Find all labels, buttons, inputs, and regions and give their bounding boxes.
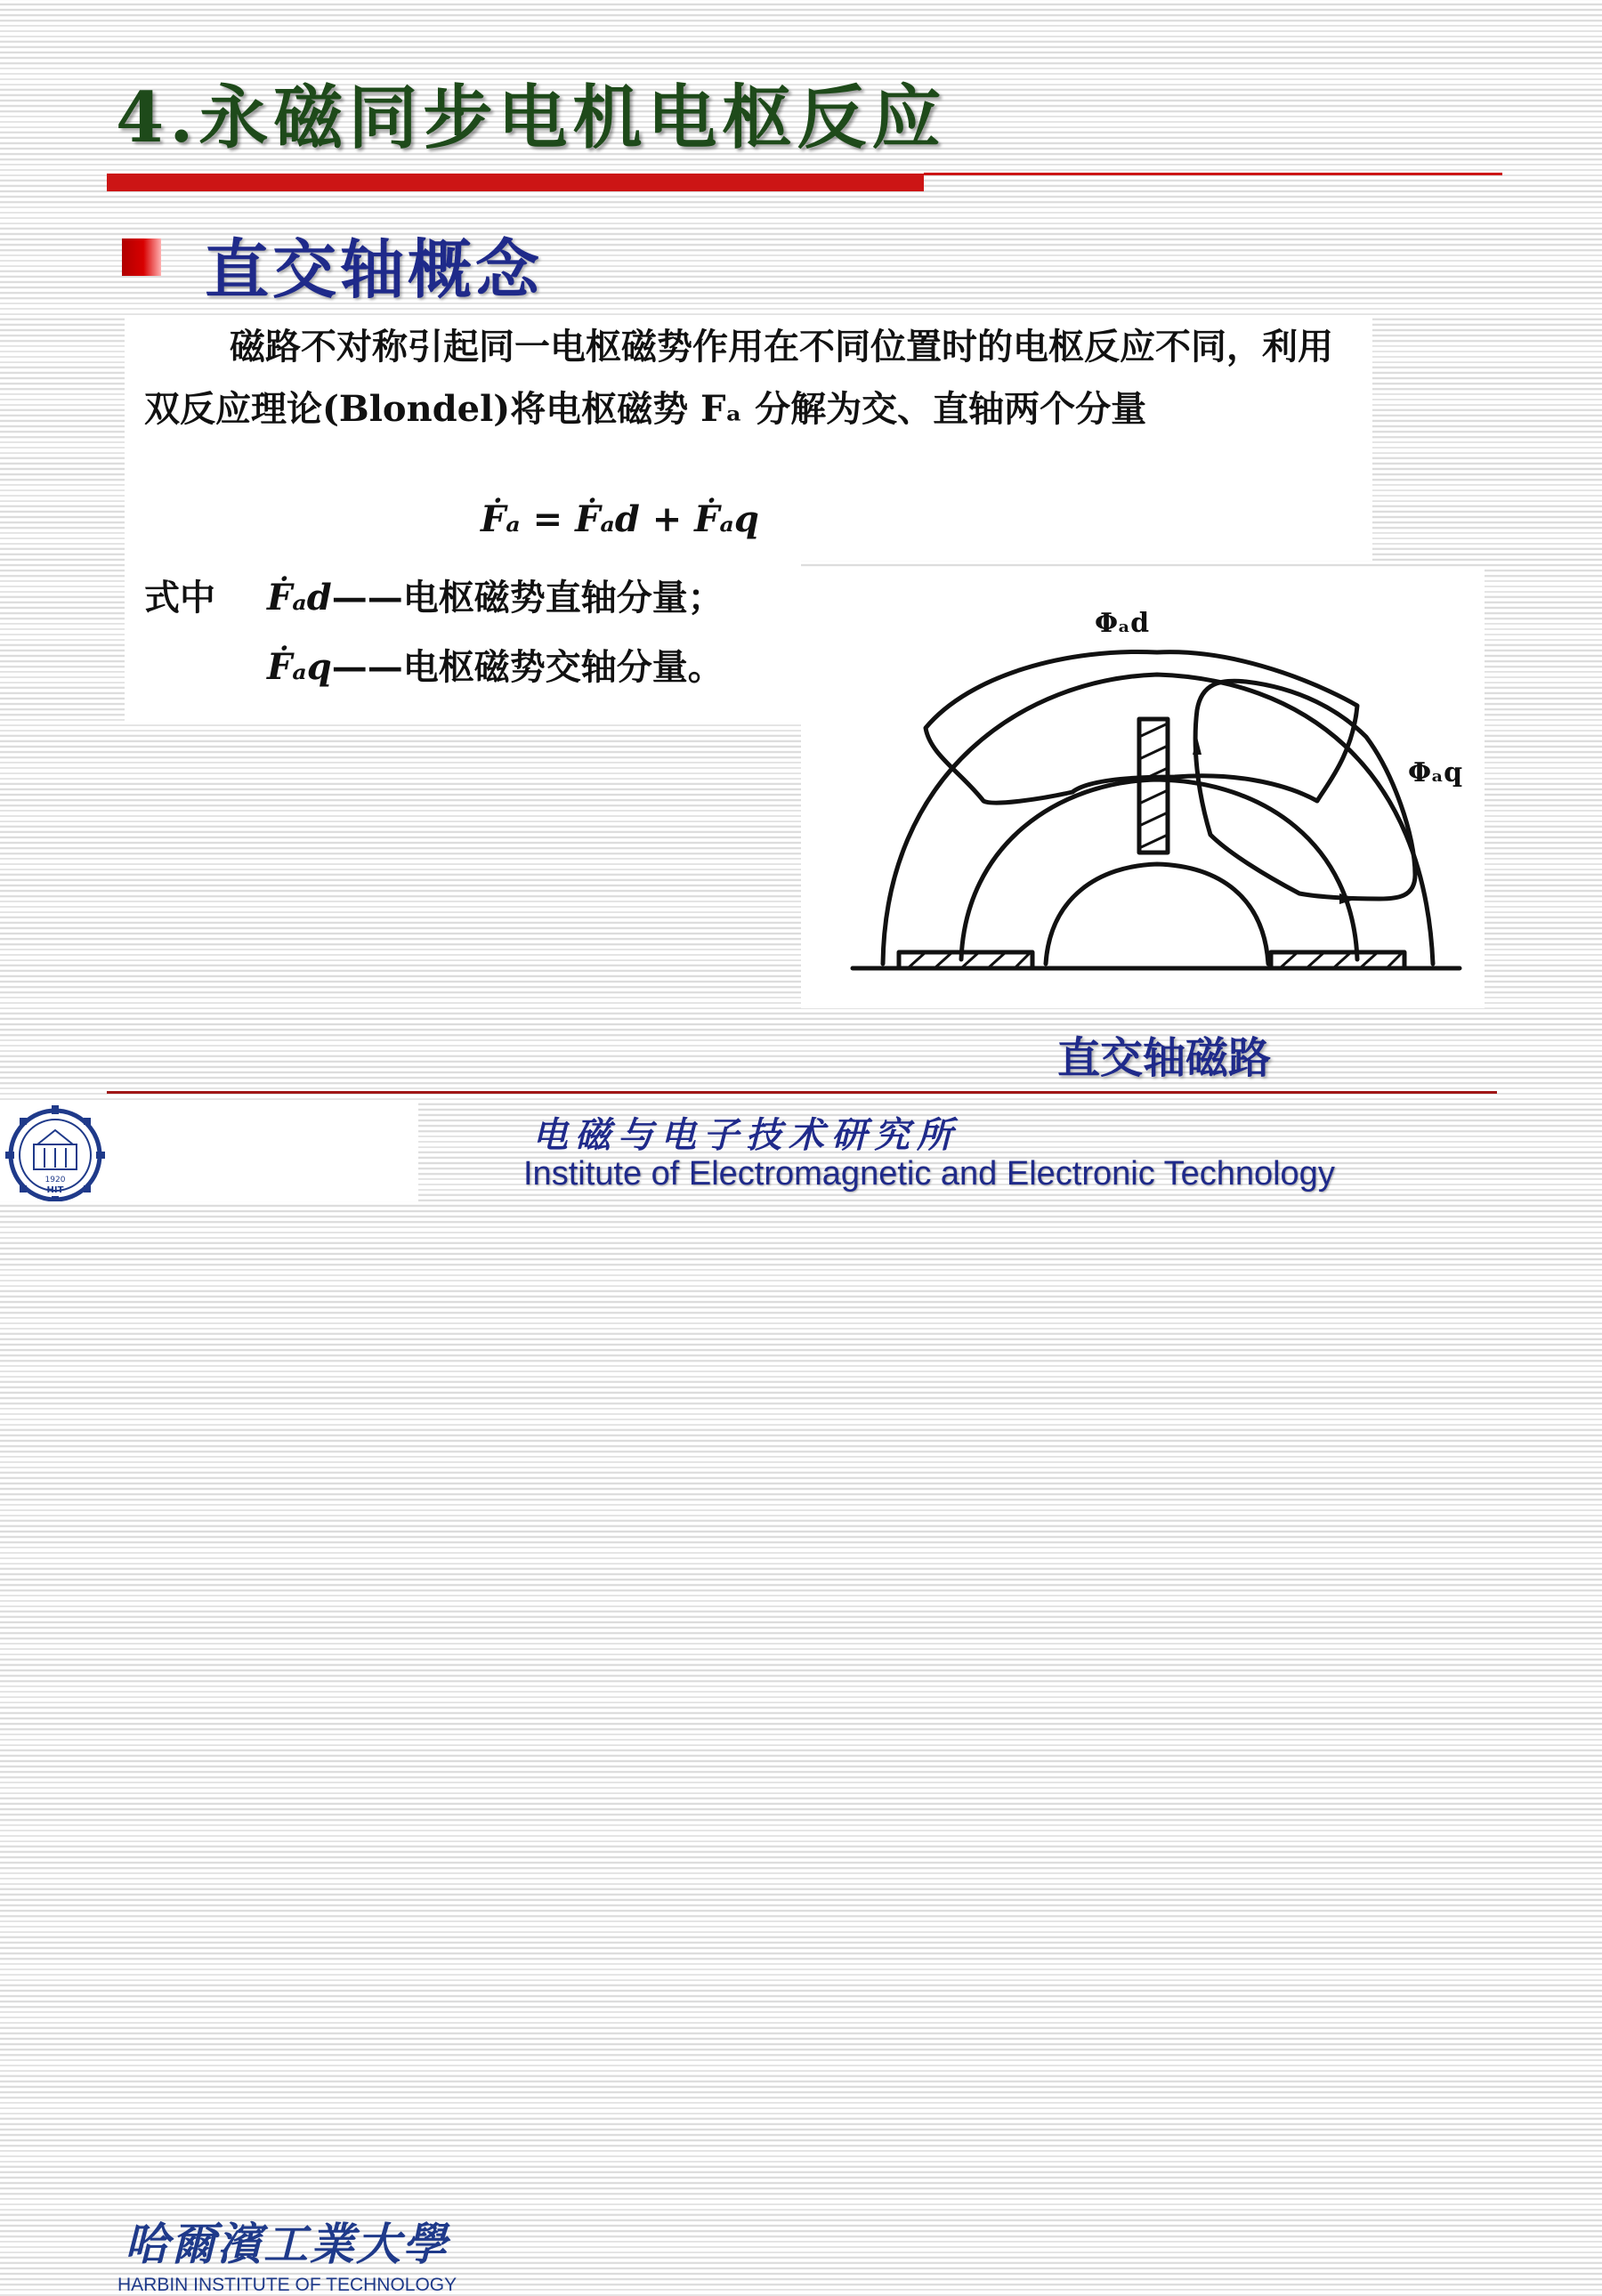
footer-divider [107, 1091, 1497, 1094]
airgap-arc [961, 780, 1357, 959]
body-paragraph: 磁路不对称引起同一电枢磁势作用在不同位置时的电枢反应不同，利用双反应理论(Blondel)将电枢磁势 Fₐ 分解为交、直轴两个分量 [144, 326, 1333, 430]
definition-text: ——电枢磁势直轴分量； [331, 577, 724, 618]
square-bullet-icon [122, 238, 161, 276]
hit-logo-icon [2, 1102, 112, 1201]
university-name-cn: 哈爾濱工業大學 [125, 2218, 449, 2270]
dq-axis-magnetic-path-diagram [801, 568, 1485, 1008]
phi-ad-label: Φₐd [1095, 608, 1150, 639]
title-underline-thin [924, 173, 1502, 175]
slide-title: 4.永磁同步电机电枢反应 [116, 77, 947, 158]
logo-year: 1920 [44, 1176, 66, 1184]
logo-text: HIT [46, 1185, 64, 1195]
phi-aq-label: Φₐq [1408, 757, 1463, 788]
institute-name-cn: 电磁与电子技术研究所 [532, 1114, 959, 1156]
rotor-hub [1046, 864, 1268, 964]
definition-symbol: Ḟₐq [267, 646, 332, 688]
definition-quadrature-axis [267, 639, 724, 690]
pole-bar [1139, 719, 1168, 853]
institute-name-en: Institute of Electromagnetic and Electronic Technology [523, 1155, 1335, 1192]
title-underline-thick [107, 174, 924, 191]
magnetic-path-drawing [801, 568, 1485, 1008]
figure-caption: 直交轴磁路 [1057, 1033, 1272, 1083]
definition-symbol: Ḟₐd [267, 577, 332, 618]
where-label: 式中 [144, 577, 215, 618]
university-branding [0, 1102, 457, 2295]
university-name-en: HARBIN INSTITUTE OF TECHNOLOGY [117, 2275, 457, 2295]
equation: Ḟₐ = Ḟₐd + Ḟₐq [481, 498, 759, 540]
definition-direct-axis [267, 570, 724, 620]
definition-text: ——电枢磁势交轴分量。 [331, 646, 724, 688]
section-heading: 直交轴概念 [205, 232, 544, 307]
